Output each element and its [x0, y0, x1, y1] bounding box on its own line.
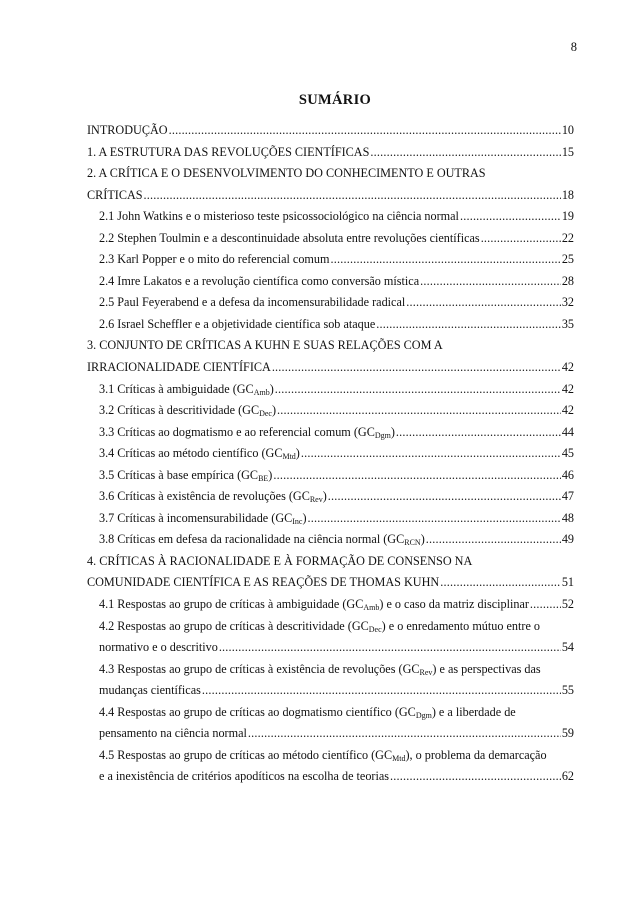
toc-entry-text: 3.7 Críticas à incomensurabilidade $(GC_{Inc})$	[99, 510, 307, 526]
toc-entry-text: 3. CONJUNTO DE CRÍTICAS A KUHN E SUAS RELAÇÕES COM A	[87, 338, 443, 353]
dot-leader	[370, 142, 560, 164]
toc-entry-section-2-1[interactable]	[87, 206, 574, 228]
toc-entry-page: 18	[561, 187, 574, 202]
toc-entry-chapter-4-line1[interactable]	[87, 551, 574, 573]
toc-entry-section-3-7[interactable]	[87, 508, 574, 530]
toc-entry-section-4-3[interactable]	[87, 680, 574, 702]
toc-entry-section-2-5[interactable]	[87, 292, 574, 314]
dot-leader	[328, 486, 561, 508]
toc-entry-text: 1. A ESTRUTURA DAS REVOLUÇÕES CIENTÍFICAS	[87, 144, 370, 159]
dot-leader	[272, 357, 561, 379]
toc-entry-section-3-2[interactable]	[87, 400, 574, 422]
toc-entry-page: 54	[561, 640, 574, 655]
dot-leader	[219, 637, 561, 659]
toc-entry-chapter-2-line1[interactable]	[87, 163, 574, 185]
page-number: 8	[570, 40, 577, 54]
dot-leader	[390, 766, 561, 788]
dot-leader	[481, 228, 561, 250]
toc-entry-section-4-3-line1[interactable]	[87, 659, 574, 681]
toc-entry-page: 45	[561, 446, 574, 461]
dot-leader	[248, 723, 561, 745]
toc-entry-text: normativo e o descritivo	[99, 640, 218, 655]
toc-entry-page: 22	[561, 230, 574, 245]
toc-entry-page: 46	[561, 467, 574, 482]
toc-entry-text: 3.2 Críticas à descritividade $(GC_{Dec})$	[99, 403, 277, 419]
toc-entry-page: 19	[561, 209, 574, 224]
toc-entry-introducao[interactable]	[87, 120, 574, 142]
dot-leader	[406, 292, 561, 314]
toc-entry-page: 62	[561, 769, 574, 784]
toc-entry-text: 2.2 Stephen Toulmin e a descontinuidade absoluta entre revoluções científicas	[99, 230, 480, 245]
toc-entry-text: 2.3 Karl Popper e o mito do referencial comum	[99, 252, 330, 267]
toc-entry-text: 4. CRÍTICAS À RACIONALIDADE E À FORMAÇÃO DE CONSENSO NA	[87, 553, 473, 568]
dot-leader	[169, 120, 561, 142]
toc-entry-section-2-4[interactable]	[87, 271, 574, 293]
toc-entry-text: 2.1 John Watkins e o misterioso teste psicossociológico na ciência normal	[99, 209, 459, 224]
toc-entry-section-4-4[interactable]	[87, 723, 574, 745]
dot-leader	[273, 465, 560, 487]
toc-entry-page: 35	[561, 316, 574, 331]
toc-entry-text: 2.6 Israel Scheffler e a objetividade científica sob ataque	[99, 316, 376, 331]
toc-entry-section-2-2[interactable]	[87, 228, 574, 250]
toc-entry-text: 3.6 Críticas à existência de revoluções $(GC_{Rev})$	[99, 489, 327, 505]
toc-entry-section-3-6[interactable]	[87, 486, 574, 508]
toc-entry-text: 4.1 Respostas ao grupo de críticas à ambiguidade $(GC_{Amb})$ e o caso da matriz disciplinar	[99, 597, 529, 613]
dot-leader	[440, 572, 561, 594]
toc-entry-chapter-1[interactable]	[87, 142, 574, 164]
toc-entry-page: 42	[561, 360, 574, 375]
toc-entry-section-4-5-line1[interactable]	[87, 745, 574, 767]
toc-entry-text: INTRODUÇÃO	[87, 123, 168, 137]
toc-entry-page: 49	[561, 532, 574, 547]
toc-title: SUMÁRIO	[298, 92, 372, 108]
toc-entry-chapter-3[interactable]	[87, 357, 574, 379]
dot-leader	[330, 249, 560, 271]
toc-entry-text: 3.8 Críticas em defesa da racionalidade na ciência normal $(GC_{RCN})$	[99, 532, 425, 548]
toc-entry-page: 25	[561, 252, 574, 267]
toc-entry-text: e a inexistência de critérios apodíticos na escolha de teorias	[99, 769, 390, 784]
table-of-contents	[87, 120, 574, 788]
dot-leader	[202, 680, 561, 702]
toc-entry-page: 47	[561, 489, 574, 504]
toc-entry-section-2-6[interactable]	[87, 314, 574, 336]
toc-entry-text: 2.5 Paul Feyerabend e a defesa da incomensurabilidade radical	[99, 295, 406, 310]
toc-entry-text: 3.3 Críticas ao dogmatismo e ao referencial comum $(GC_{Dgm})$	[99, 424, 395, 440]
toc-entry-page: 44	[561, 424, 574, 439]
toc-entry-chapter-2[interactable]	[87, 185, 574, 207]
dot-leader	[530, 594, 561, 616]
toc-entry-text: 3.4 Críticas ao método científico $(GC_{Mtd})$	[99, 446, 300, 462]
toc-entry-text: CRÍTICAS	[87, 187, 143, 202]
dot-leader	[277, 400, 561, 422]
toc-entry-text: mudanças científicas	[99, 683, 201, 698]
toc-entry-page: 55	[561, 683, 574, 698]
toc-entry-section-4-1[interactable]	[87, 594, 574, 616]
dot-leader	[396, 422, 561, 444]
toc-entry-text: 3.1 Críticas à ambiguidade $(GC_{Amb})$	[99, 381, 274, 397]
dot-leader	[376, 314, 561, 336]
dot-leader	[308, 508, 561, 530]
toc-entry-section-4-5[interactable]	[87, 766, 574, 788]
toc-entry-page: 59	[561, 726, 574, 741]
toc-entry-text: 2.4 Imre Lakatos e a revolução científica como conversão mística	[99, 273, 420, 288]
toc-entry-section-3-8[interactable]	[87, 529, 574, 551]
toc-entry-text: 4.3 Respostas ao grupo de críticas à existência de revoluções $(GC_{Rev})$ e as perspectivas das	[99, 661, 541, 677]
toc-entry-text: pensamento na ciência normal	[99, 726, 247, 741]
toc-entry-section-3-5[interactable]	[87, 465, 574, 487]
toc-entry-page: 10	[561, 123, 574, 137]
toc-entry-page: 42	[561, 403, 574, 418]
toc-entry-page: 15	[561, 144, 574, 159]
toc-entry-page: 28	[561, 273, 574, 288]
toc-entry-text: 4.5 Respostas ao grupo de críticas ao método científico $(GC_{Mtd})$, o problema da demarcação	[99, 747, 547, 763]
toc-entry-page: 32	[561, 295, 574, 310]
toc-entry-text: IRRACIONALIDADE CIENTÍFICA	[87, 360, 271, 375]
toc-entry-chapter-3-line1[interactable]	[87, 335, 574, 357]
toc-entry-page: 48	[561, 510, 574, 525]
toc-entry-text: 3.5 Críticas à base empírica $(GC_{BE})$	[99, 467, 273, 483]
toc-entry-chapter-4[interactable]	[87, 572, 574, 594]
dot-leader	[460, 206, 561, 228]
toc-entry-text: 4.4 Respostas ao grupo de críticas ao dogmatismo científico $(GC_{Dgm})$ e a liberdade de	[99, 704, 516, 720]
dot-leader	[420, 271, 561, 293]
toc-entry-page: 52	[561, 597, 574, 612]
dot-leader	[275, 379, 561, 401]
dot-leader	[301, 443, 561, 465]
toc-entry-text: 4.2 Respostas ao grupo de críticas à descritividade $(GC_{Dec})$ e o enredamento mútuo entre o	[99, 618, 541, 634]
toc-entry-section-4-2-line1[interactable]	[87, 616, 574, 638]
toc-entry-page: 51	[561, 575, 574, 590]
toc-entry-section-3-1[interactable]	[87, 379, 574, 401]
toc-entry-section-3-4[interactable]	[87, 443, 574, 465]
toc-entry-section-2-3[interactable]	[87, 249, 574, 271]
toc-entry-page: 42	[561, 381, 574, 396]
toc-entry-section-4-2[interactable]	[87, 637, 574, 659]
toc-entry-section-3-3[interactable]	[87, 422, 574, 444]
dot-leader	[144, 185, 561, 207]
toc-entry-text: COMUNIDADE CIENTÍFICA E AS REAÇÕES DE THOMAS KUHN	[87, 575, 440, 590]
toc-entry-section-4-4-line1[interactable]	[87, 702, 574, 724]
dot-leader	[426, 529, 561, 551]
toc-entry-text: 2. A CRÍTICA E O DESENVOLVIMENTO DO CONHECIMENTO E OUTRAS	[87, 166, 486, 181]
